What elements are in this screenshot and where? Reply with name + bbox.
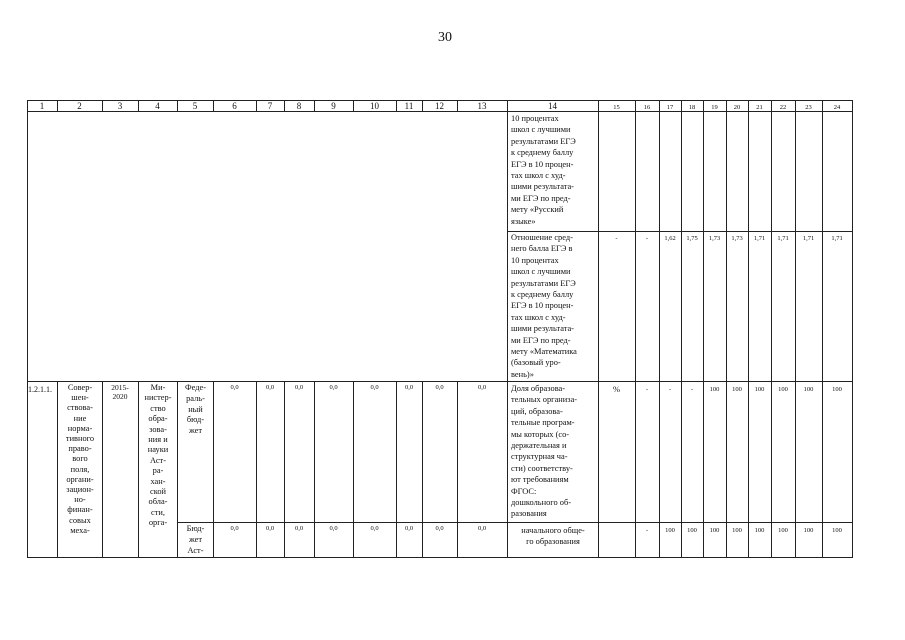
header-col-20: 20 bbox=[733, 104, 741, 111]
text-line: Ми- bbox=[150, 383, 166, 392]
r2-col-18: 100 bbox=[687, 527, 697, 534]
text-line: право- bbox=[68, 444, 92, 454]
header-col-17: 17 bbox=[666, 104, 674, 111]
header-col-12: 12 bbox=[435, 101, 444, 111]
row-c-name bbox=[58, 383, 102, 536]
header-col-13: 13 bbox=[477, 101, 487, 111]
col-border-14-left bbox=[507, 100, 508, 558]
fed-value-8: 0,0 bbox=[294, 384, 304, 391]
text-line: нистер- bbox=[144, 393, 172, 403]
text-line: обла- bbox=[148, 497, 168, 507]
text-line: него балла ЕГЭ в bbox=[511, 244, 573, 254]
text-line: сти, bbox=[151, 507, 165, 517]
fed-value-12: 0,0 bbox=[435, 384, 444, 391]
header-col-2: 2 bbox=[77, 101, 82, 111]
reg-value-6: 0,0 bbox=[230, 525, 239, 532]
row-b-col-20: 1,73 bbox=[731, 235, 743, 242]
row-c-code: 1.2.1.1. bbox=[28, 385, 52, 394]
page-number: 30 bbox=[438, 30, 452, 45]
text-line: мету «Русский bbox=[511, 205, 564, 215]
row-b-indicator bbox=[511, 232, 595, 380]
col-border-21-left bbox=[748, 100, 749, 558]
row-b-col-18: 1,75 bbox=[686, 235, 698, 242]
text-line: Отношение сред- bbox=[511, 233, 573, 242]
header-col-22: 22 bbox=[779, 104, 787, 111]
text-line: орга- bbox=[148, 518, 168, 528]
r2-col-22: 100 bbox=[778, 527, 788, 534]
header-col-7: 7 bbox=[267, 101, 273, 111]
header-col-19: 19 bbox=[711, 104, 718, 111]
text-line: Совер- bbox=[67, 383, 93, 392]
text-line: вень)» bbox=[511, 369, 534, 379]
text-line: тах школ с худ- bbox=[511, 312, 566, 322]
col-border-3-left bbox=[102, 381, 103, 558]
reg-value-8: 0,0 bbox=[294, 525, 304, 532]
r1-col-22: 100 bbox=[778, 386, 788, 393]
r2-col-23: 100 bbox=[803, 527, 814, 534]
text-line: совых bbox=[69, 515, 91, 525]
text-line: ния и bbox=[148, 435, 168, 445]
row-b-col-17: 1,62 bbox=[664, 235, 676, 242]
text-line: 10 процентах bbox=[511, 255, 559, 265]
reg-value-12: 0,0 bbox=[435, 525, 444, 532]
row-c-executor bbox=[139, 383, 177, 529]
row-b-col-23: 1,71 bbox=[802, 235, 815, 242]
text-line: дошкольного об- bbox=[511, 498, 572, 508]
r2-col-16: - bbox=[645, 527, 649, 534]
text-line: школ с лучшими bbox=[511, 125, 571, 135]
r1-col-16: - bbox=[645, 386, 649, 393]
header-col-23: 23 bbox=[805, 104, 812, 111]
row-c-years: 2015-2020 bbox=[111, 383, 129, 401]
text-line: (базовый уро- bbox=[511, 358, 561, 368]
r2-col-24: 100 bbox=[832, 527, 842, 534]
text-line: го образования bbox=[526, 537, 580, 547]
r1-col-19: 100 bbox=[709, 386, 720, 393]
text-line: шен- bbox=[71, 393, 89, 403]
col-border-18-left bbox=[681, 100, 682, 558]
reg-value-7: 0,0 bbox=[265, 525, 275, 532]
row-b-bottom-border bbox=[27, 381, 853, 382]
text-line: структурная ча- bbox=[511, 452, 568, 462]
text-line: Доля образова- bbox=[511, 384, 566, 393]
r2-col-17: 100 bbox=[665, 527, 675, 534]
text-line: хан- bbox=[150, 476, 166, 486]
row-c-mid-border bbox=[177, 522, 853, 523]
text-line: разования bbox=[511, 509, 547, 519]
text-line: бюд- bbox=[186, 415, 205, 425]
text-line: к среднему баллу bbox=[511, 290, 574, 300]
header-col-1: 1 bbox=[39, 101, 45, 111]
text-line: ской bbox=[149, 487, 167, 497]
r2-col-20: 100 bbox=[732, 527, 742, 534]
text-line: 10 процентах bbox=[511, 114, 559, 123]
table-bottom-border bbox=[27, 557, 853, 558]
text-line: ние bbox=[73, 413, 87, 423]
reg-value-10: 0,0 bbox=[370, 525, 379, 532]
text-line: Бюд- bbox=[186, 524, 205, 533]
text-line: ЕГЭ в 10 процен- bbox=[511, 159, 574, 169]
col-border-17-left bbox=[659, 100, 660, 558]
fed-value-9: 0,0 bbox=[329, 384, 338, 391]
text-line: тельных организа- bbox=[511, 395, 578, 405]
text-line: шими результата- bbox=[511, 182, 574, 192]
text-line: органи- bbox=[66, 474, 94, 484]
text-line: тивного bbox=[65, 434, 95, 444]
text-line: жет bbox=[188, 426, 203, 436]
text-line: мы которых (со- bbox=[511, 429, 570, 439]
text-line: жет bbox=[188, 534, 203, 544]
header-col-5: 5 bbox=[192, 101, 198, 111]
r1-col-20: 100 bbox=[732, 386, 742, 393]
row-b-col-21: 1,71 bbox=[753, 235, 766, 242]
text-line: ный bbox=[188, 404, 203, 414]
r2-col-21: 100 bbox=[754, 527, 765, 534]
fed-value-6: 0,0 bbox=[230, 384, 239, 391]
header-col-3: 3 bbox=[117, 101, 123, 111]
row-b-col-15: - bbox=[615, 235, 618, 242]
text-line: поля, bbox=[70, 464, 90, 474]
reg-value-9: 0,0 bbox=[329, 525, 338, 532]
header-col-11: 11 bbox=[404, 101, 414, 111]
col-border-23-left bbox=[795, 100, 796, 558]
r1-col-24: 100 bbox=[832, 386, 842, 393]
row-b-col-22: 1,71 bbox=[777, 235, 789, 242]
col-border-right bbox=[852, 100, 853, 558]
text-line: Феде- bbox=[185, 383, 206, 392]
text-line: науки bbox=[147, 445, 169, 455]
text-line: финан- bbox=[67, 505, 93, 515]
header-col-9: 9 bbox=[331, 101, 336, 111]
fed-value-10: 0,0 bbox=[370, 384, 379, 391]
header-col-8: 8 bbox=[296, 101, 302, 111]
row-b-col-24: 1,71 bbox=[831, 235, 843, 242]
fed-value-7: 0,0 bbox=[265, 384, 275, 391]
col-border-16-left bbox=[635, 100, 636, 558]
row-c-source-regional bbox=[178, 524, 213, 556]
text-line: языке» bbox=[511, 216, 536, 226]
row-b-col-16: - bbox=[645, 235, 649, 242]
text-line: тах школ с худ- bbox=[511, 171, 566, 181]
col-border-19-left bbox=[703, 100, 704, 558]
header-col-4: 4 bbox=[155, 101, 160, 111]
text-line: тельные програм- bbox=[511, 418, 575, 428]
col-border-left bbox=[27, 100, 28, 558]
text-line: вого bbox=[72, 454, 88, 464]
text-line: результатами ЕГЭ bbox=[511, 278, 576, 288]
text-line: ют требованиям bbox=[511, 475, 569, 485]
r1-col-18: - bbox=[690, 386, 694, 393]
text-line: ра- bbox=[152, 466, 164, 476]
text-line: начального обще- bbox=[521, 526, 585, 535]
text-line: зова- bbox=[149, 424, 167, 434]
fed-value-11: 0,0 bbox=[404, 384, 414, 391]
data-table bbox=[27, 100, 853, 558]
text-line: меха- bbox=[70, 525, 90, 535]
text-line: мету «Математика bbox=[511, 347, 577, 357]
col-border-20-left bbox=[726, 100, 727, 558]
reg-value-11: 0,0 bbox=[404, 525, 414, 532]
text-line: Аст- bbox=[149, 455, 166, 465]
header-col-18: 18 bbox=[688, 104, 696, 111]
text-line: шими результата- bbox=[511, 324, 574, 334]
r1-col-21: 100 bbox=[754, 386, 765, 393]
row-a-indicator bbox=[511, 113, 595, 227]
header-col-10: 10 bbox=[370, 101, 379, 111]
header-col-16: 16 bbox=[643, 104, 651, 111]
text-line: обра- bbox=[148, 414, 168, 424]
text-line: ЕГЭ в 10 процен- bbox=[511, 301, 574, 311]
text-line: Аст- bbox=[187, 545, 204, 555]
text-line: ций, образова- bbox=[511, 406, 563, 416]
row-b-col-19: 1,73 bbox=[708, 235, 721, 242]
col-border-15-left bbox=[598, 100, 599, 558]
text-line: результатами ЕГЭ bbox=[511, 136, 576, 146]
text-line: школ с лучшими bbox=[511, 267, 571, 277]
text-line: к среднему баллу bbox=[511, 148, 574, 158]
header-col-6: 6 bbox=[232, 101, 237, 111]
text-line: раль- bbox=[186, 393, 205, 403]
text-line: зацион- bbox=[66, 485, 94, 495]
fed-value-13: 0,0 bbox=[477, 384, 487, 391]
row-c-indicator bbox=[511, 383, 595, 520]
r1-col-17: - bbox=[668, 386, 672, 393]
text-line: норма- bbox=[67, 423, 93, 433]
reg-value-13: 0,0 bbox=[477, 525, 487, 532]
header-col-24: 24 bbox=[833, 104, 841, 111]
row-c-source-federal bbox=[178, 383, 213, 437]
text-line: сти) соответству- bbox=[511, 463, 573, 473]
text-line: ствова- bbox=[67, 403, 93, 413]
text-line: ство bbox=[150, 403, 166, 413]
row-c-indicator-2 bbox=[511, 525, 595, 548]
col-border-24-left bbox=[822, 100, 823, 558]
row-c-unit: % bbox=[613, 385, 620, 394]
r1-col-23: 100 bbox=[803, 386, 814, 393]
col-border-22-left bbox=[771, 100, 772, 558]
header-col-14: 14 bbox=[548, 101, 557, 111]
text-line: ФГОС: bbox=[511, 486, 537, 496]
text-line: ми ЕГЭ по пред- bbox=[511, 193, 571, 203]
text-line: держательная и bbox=[511, 441, 567, 451]
header-col-21: 21 bbox=[756, 104, 763, 111]
header-col-15: 15 bbox=[613, 104, 620, 111]
r2-col-19: 100 bbox=[709, 527, 720, 534]
text-line: но- bbox=[74, 495, 86, 505]
text-line: ми ЕГЭ по пред- bbox=[511, 335, 571, 345]
